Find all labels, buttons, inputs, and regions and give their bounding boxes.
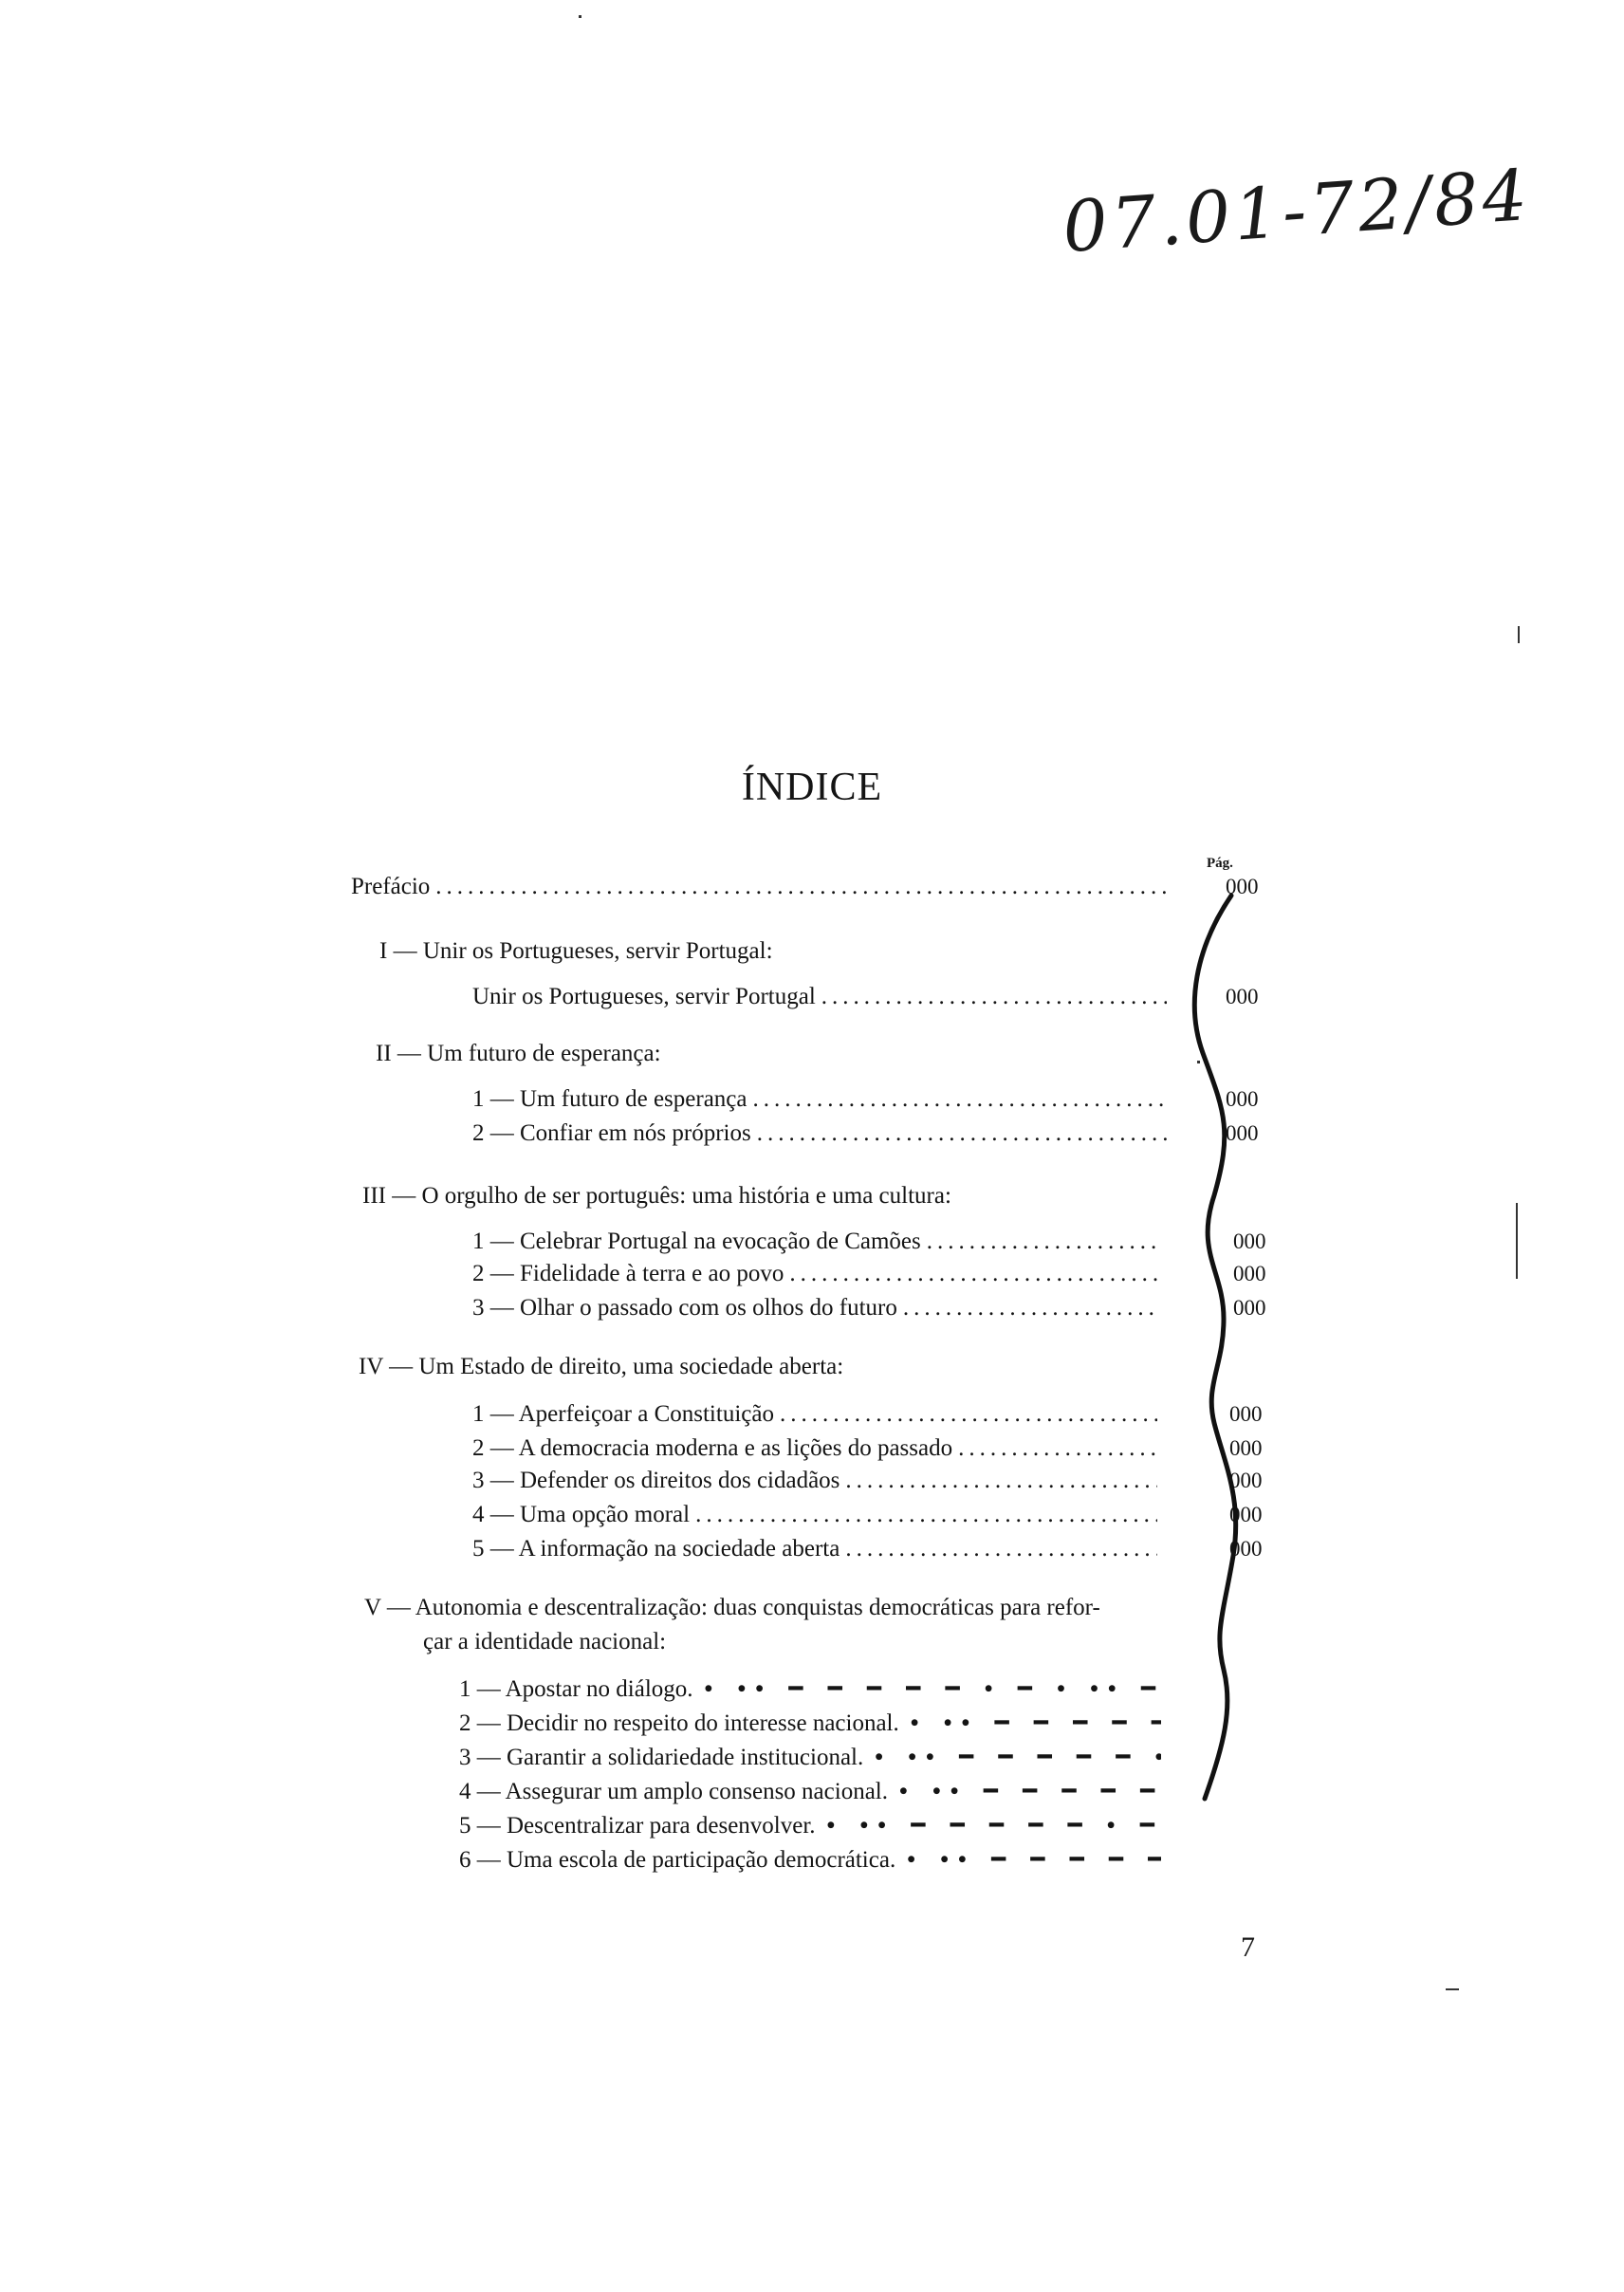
leader-dots [780, 1398, 1157, 1431]
toc-section-heading: III — O orgulho de ser português: uma história e uma cultura: [362, 1183, 951, 1209]
toc-entry[interactable] [472, 1083, 1167, 1116]
toc-entry[interactable] [472, 1465, 1157, 1497]
toc-page-number: 000 [1229, 1469, 1263, 1492]
scan-speck [1446, 1988, 1459, 1990]
toc-entry-text: 1 — Um futuro de esperança [472, 1086, 747, 1112]
toc-section-heading-cont: çar a identidade nacional: [423, 1629, 667, 1654]
leader-dots [435, 871, 1167, 903]
toc-entry[interactable] [459, 1810, 1161, 1842]
toc-entry[interactable] [472, 1292, 1157, 1324]
toc-entry-text: 5 — Descentralizar para desenvolver. [459, 1813, 816, 1839]
toc-entry-text: 2 — Decidir no respeito do interesse nacional. [459, 1710, 899, 1736]
toc-entry-text: 1 — Apostar no diálogo. [459, 1676, 693, 1702]
page-number: 7 [1241, 1932, 1255, 1963]
toc-entry-text: 3 — Olhar o passado com os olhos do futuro [472, 1295, 897, 1321]
toc-entry[interactable] [472, 1432, 1157, 1465]
leader-dots [903, 1292, 1157, 1324]
toc-section-heading: IV — Um Estado de direito, uma sociedade aberta: [359, 1354, 844, 1379]
toc-entry[interactable] [472, 1118, 1167, 1150]
toc-entry-text: 5 — A informação na sociedade aberta [472, 1536, 840, 1562]
page-column-label: Pág. [1207, 856, 1233, 871]
scribbled-leader [899, 1776, 1161, 1808]
toc-entry[interactable] [472, 981, 1167, 1013]
toc-entry-text: Prefácio [351, 874, 431, 899]
toc-page-number: 000 [1233, 1229, 1266, 1253]
toc-entry-text: 2 — Fidelidade à terra e ao povo [472, 1261, 784, 1286]
toc-page-number: 000 [1226, 985, 1259, 1008]
leader-dots [695, 1499, 1157, 1531]
scan-speck [1516, 1203, 1518, 1279]
toc-entry-text: 2 — Confiar em nós próprios [472, 1120, 751, 1146]
toc-entry-text: 1 — Celebrar Portugal na evocação de Camões [472, 1229, 921, 1254]
toc-entry-text: 2 — A democracia moderna e as lições do passado [472, 1435, 953, 1461]
leader-dots [789, 1258, 1157, 1290]
leader-dots [821, 981, 1167, 1013]
toc-entry[interactable] [472, 1499, 1157, 1531]
scribbled-leader [875, 1742, 1161, 1774]
toc-section-heading: V — Autonomia e descentralização: duas conquistas democráticas para refor- [364, 1595, 1100, 1620]
leader-dots [757, 1118, 1167, 1150]
scribbled-leader [907, 1844, 1161, 1876]
toc-page-number: 000 [1229, 1436, 1263, 1460]
handwritten-reference: 07.01-72/84 [1060, 154, 1534, 269]
leader-dots [927, 1226, 1157, 1258]
scribbled-leader [827, 1810, 1161, 1842]
toc-page-number: 000 [1226, 1087, 1259, 1111]
toc-page-number: 000 [1229, 1503, 1263, 1526]
toc-entry-text: 1 — Aperfeiçoar a Constituição [472, 1401, 774, 1427]
toc-entry[interactable] [472, 1398, 1157, 1431]
leader-dots [845, 1465, 1157, 1497]
scribbled-leader [705, 1673, 1161, 1706]
toc-page-number: 000 [1229, 1537, 1263, 1561]
toc-page-number: 000 [1226, 1121, 1259, 1145]
toc-entry[interactable] [459, 1673, 1161, 1706]
leader-dots [845, 1533, 1157, 1565]
toc-entry-text: Unir os Portugueses, servir Portugal [472, 984, 816, 1009]
leader-dots [958, 1432, 1157, 1465]
toc-entry[interactable] [472, 1258, 1157, 1290]
page-title: ÍNDICE [741, 766, 883, 809]
scan-speck [1197, 1061, 1200, 1063]
scan-speck [579, 15, 581, 18]
toc-entry[interactable] [472, 1226, 1157, 1258]
toc-entry[interactable] [459, 1776, 1161, 1808]
toc-entry-prefacio[interactable] [351, 871, 1167, 903]
scan-speck [1518, 626, 1520, 643]
toc-page-number: 000 [1226, 875, 1259, 898]
toc-entry-text: 3 — Defender os direitos dos cidadãos [472, 1468, 840, 1493]
toc-page-number: 000 [1233, 1296, 1266, 1320]
toc-entry-text: 4 — Assegurar um amplo consenso nacional. [459, 1779, 888, 1804]
toc-entry[interactable] [459, 1742, 1161, 1774]
toc-entry[interactable] [472, 1533, 1157, 1565]
toc-entry-text: 6 — Uma escola de participação democrática. [459, 1847, 896, 1873]
hand-drawn-wavy-line [1176, 892, 1290, 1802]
leader-dots [752, 1083, 1167, 1116]
toc-section-heading: II — Um futuro de esperança: [376, 1041, 661, 1066]
toc-entry[interactable] [459, 1708, 1161, 1740]
scribbled-leader [911, 1708, 1161, 1740]
toc-page-number: 000 [1229, 1402, 1263, 1426]
toc-entry-text: 3 — Garantir a solidariedade institucional. [459, 1745, 864, 1770]
toc-entry[interactable] [459, 1844, 1161, 1876]
toc-entry-text: 4 — Uma opção moral [472, 1502, 691, 1527]
toc-section-heading: I — Unir os Portugueses, servir Portugal: [379, 938, 773, 964]
toc-page-number: 000 [1233, 1262, 1266, 1285]
